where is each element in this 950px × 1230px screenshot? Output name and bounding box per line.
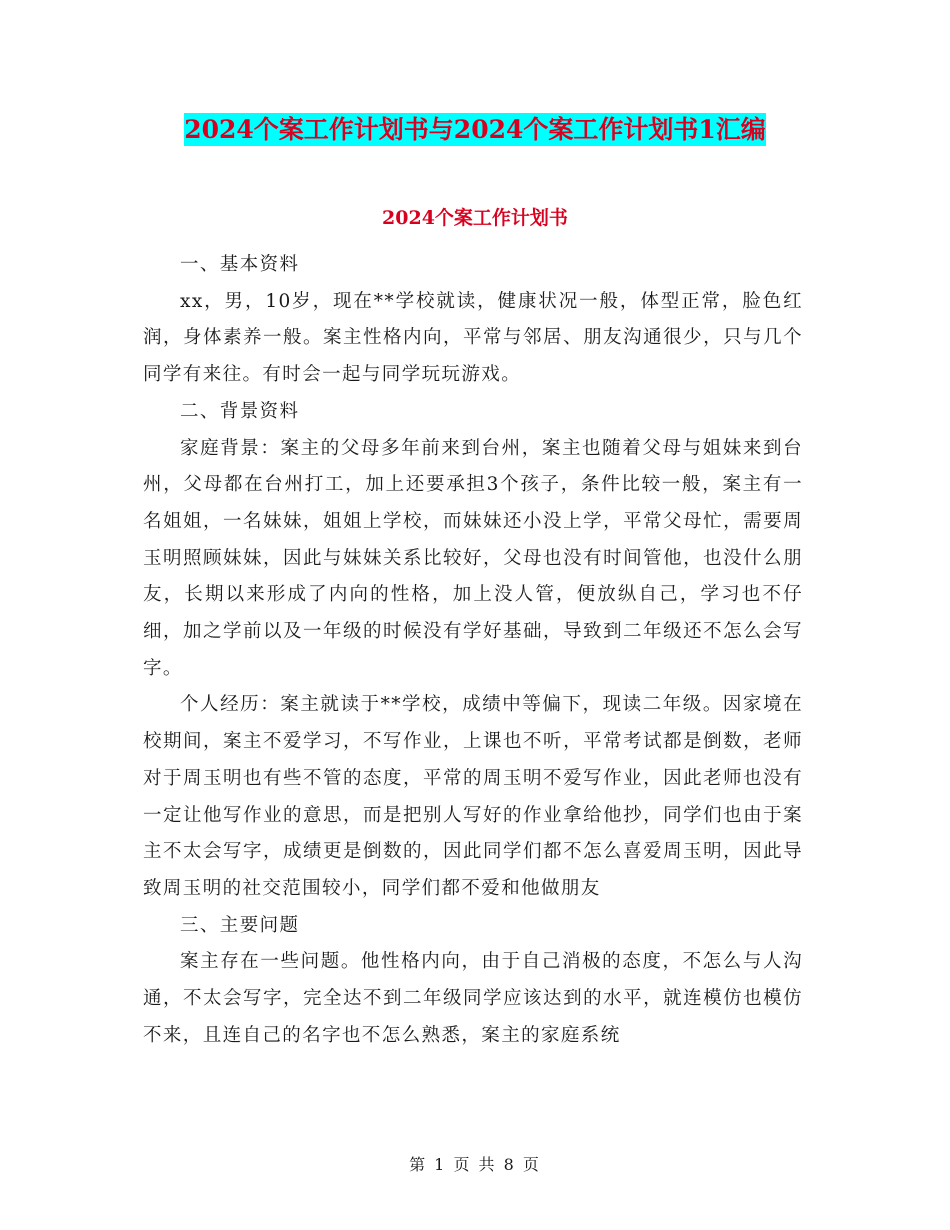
title-highlight: 2024个案工作计划书与2024个案工作计划书1汇编 xyxy=(184,115,766,144)
document-body xyxy=(143,247,803,1054)
paragraph-family-background: 家庭背景：案主的父母多年前来到台州，案主也随着父母与姐妹来到台州，父母都在台州打工，加上还要承担3个孩子，条件比较一般，案主有一名姐姐，一名妹妹，姐姐上学校，而妹妹还小没上学，平常父母忙，需要周玉明照顾妹妹，因此与妹妹关系比较好，父母也没有时间管他，也没什么朋友，长期以来形成了内向的性格，加上没人管，便放纵自己，学习也不仔细，加之学前以及一年级的时候没有学好基础，导致到二年级还不怎么会写字。 xyxy=(143,437,803,679)
heading-background: 二、背景资料 xyxy=(180,400,300,422)
document-title xyxy=(0,110,950,150)
paragraph-personal-history: 个人经历：案主就读于**学校，成绩中等偏下，现读二年级。因家境在校期间，案主不爱学习，不写作业，上课也不听，平常考试都是倒数，老师对于周玉明也有些不管的态度，平常的周玉明不爱写作业，因此老师也没有一定让他写作业的意思，而是把别人写好的作业拿给他抄，同学们也由于案主不太会写字，成绩更是倒数的，因此同学们都不怎么喜爱周玉明，因此导致周玉明的社交范围较小，同学们都不爱和他做朋友 xyxy=(143,694,803,899)
paragraph-main-problems: 案主存在一些问题。他性格内向，由于自己消极的态度，不怎么与人沟通，不太会写字，完全达不到二年级同学应该达到的水平，就连模仿也模仿不来，且连自己的名字也不怎么熟悉，案主的家庭系统 xyxy=(143,951,803,1046)
paragraph-basic-info: xx，男，10岁，现在**学校就读，健康状况一般，体型正常，脸色红润，身体素养一般。案主性格内向，平常与邻居、朋友沟通很少，只与几个同学有来往。有时会一起与同学玩玩游戏。 xyxy=(143,290,803,386)
section-title: 2024个案工作计划书 xyxy=(382,207,568,229)
heading-basic-info: 一、基本资料 xyxy=(180,254,300,275)
heading-main-problems: 三、主要问题 xyxy=(180,914,300,936)
page-number-footer: 第 1 页 共 8 页 xyxy=(409,1155,541,1174)
